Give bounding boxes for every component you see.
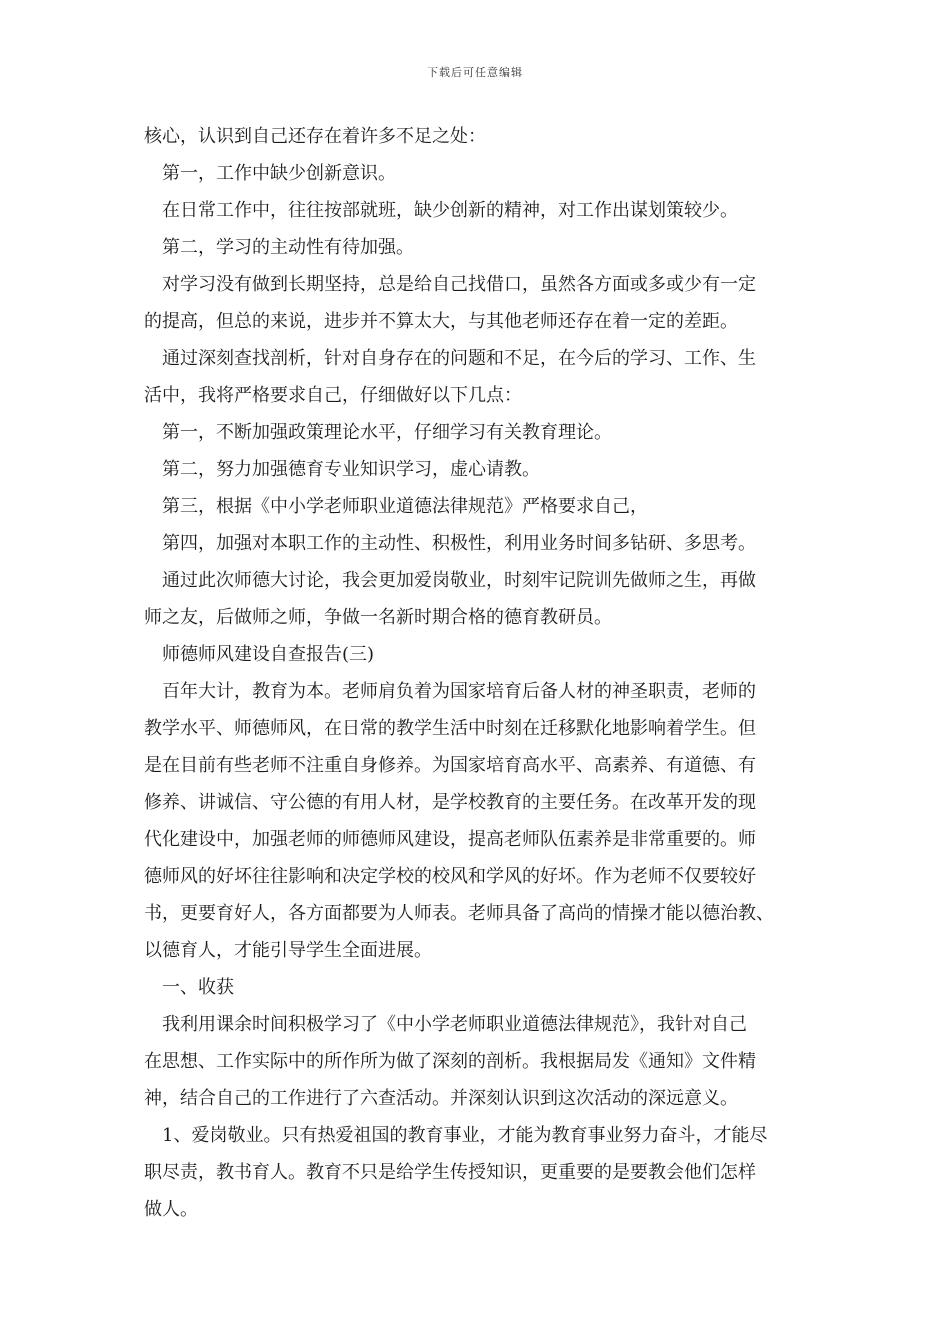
text-line: 代化建设中，加强老师的师德师风建设，提高老师队伍素养是非常重要的。师 bbox=[144, 829, 756, 850]
text-line: 核心，认识到自己还存在着许多不足之处： bbox=[144, 126, 486, 147]
text-line: 德师风的好坏往往影响和决定学校的校风和学风的好坏。作为老师不仅要较好 bbox=[144, 866, 756, 887]
text-line: 一、收获 bbox=[162, 977, 234, 998]
text-line: 第四，加强对本职工作的主动性、积极性，利用业务时间多钻研、多思考。 bbox=[162, 533, 756, 554]
text-line: 修养、讲诚信、守公德的有用人材，是学校教育的主要任务。在改革开发的现 bbox=[144, 792, 756, 813]
document-body bbox=[144, 118, 816, 1228]
text-line: 师德师风建设自查报告(三) bbox=[162, 644, 375, 665]
text-line: 以德育人，才能引导学生全面进展。 bbox=[144, 940, 432, 961]
text-line: 的提高，但总的来说，进步并不算太大，与其他老师还存在着一定的差距。 bbox=[144, 311, 738, 332]
text-line: 通过深刻查找剖析，针对自身存在的问题和不足，在今后的学习、工作、生 bbox=[162, 348, 756, 369]
text-line: 1、爱岗敬业。只有热爱祖国的教育事业，才能为教育事业努力奋斗，才能尽 bbox=[162, 1125, 768, 1146]
text-line: 第三，根据《中小学老师职业道德法律规范》严格要求自己， bbox=[162, 496, 648, 517]
text-line: 第二，学习的主动性有待加强。 bbox=[162, 237, 414, 258]
text-line: 教学水平、师德师风，在日常的教学生活中时刻在迁移默化地影响着学生。但 bbox=[144, 718, 756, 739]
page-header: 下载后可任意编辑 bbox=[427, 66, 523, 79]
text-line: 做人。 bbox=[144, 1199, 198, 1220]
text-line: 我利用课余时间积极学习了《中小学老师职业道德法律规范》，我针对自己 bbox=[162, 1014, 747, 1035]
text-line: 第一，工作中缺少创新意识。 bbox=[162, 163, 396, 184]
text-line: 神，结合自己的工作进行了六查活动。并深刻认识到这次活动的深远意义。 bbox=[144, 1088, 738, 1109]
text-line: 第一，不断加强政策理论水平，仔细学习有关教育理论。 bbox=[162, 422, 612, 443]
text-line: 职尽责，教书育人。教育不只是给学生传授知识，更重要的是要教会他们怎样 bbox=[144, 1162, 756, 1183]
text-line: 第二，努力加强德育专业知识学习，虚心请教。 bbox=[162, 459, 540, 480]
text-line: 对学习没有做到长期坚持，总是给自己找借口，虽然各方面或多或少有一定 bbox=[162, 274, 756, 295]
text-line: 书，更要育好人，各方面都要为人师表。老师具备了高尚的情操才能以德治教、 bbox=[144, 903, 774, 924]
text-line: 在思想、工作实际中的所作所为做了深刻的剖析。我根据局发《通知》文件精 bbox=[144, 1051, 756, 1072]
text-line: 是在目前有些老师不注重自身修养。为国家培育高水平、高素养、有道德、有 bbox=[144, 755, 756, 776]
text-line: 通过此次师德大讨论，我会更加爱岗敬业，时刻牢记院训先做师之生，再做 bbox=[162, 570, 756, 591]
text-line: 百年大计，教育为本。老师肩负着为国家培育后备人材的神圣职责，老师的 bbox=[162, 681, 756, 702]
text-line: 师之友，后做师之师，争做一名新时期合格的德育教研员。 bbox=[144, 607, 612, 628]
text-line: 活中，我将严格要求自己，仔细做好以下几点： bbox=[144, 385, 522, 406]
text-line: 在日常工作中，往往按部就班，缺少创新的精神，对工作出谋划策较少。 bbox=[162, 200, 738, 221]
